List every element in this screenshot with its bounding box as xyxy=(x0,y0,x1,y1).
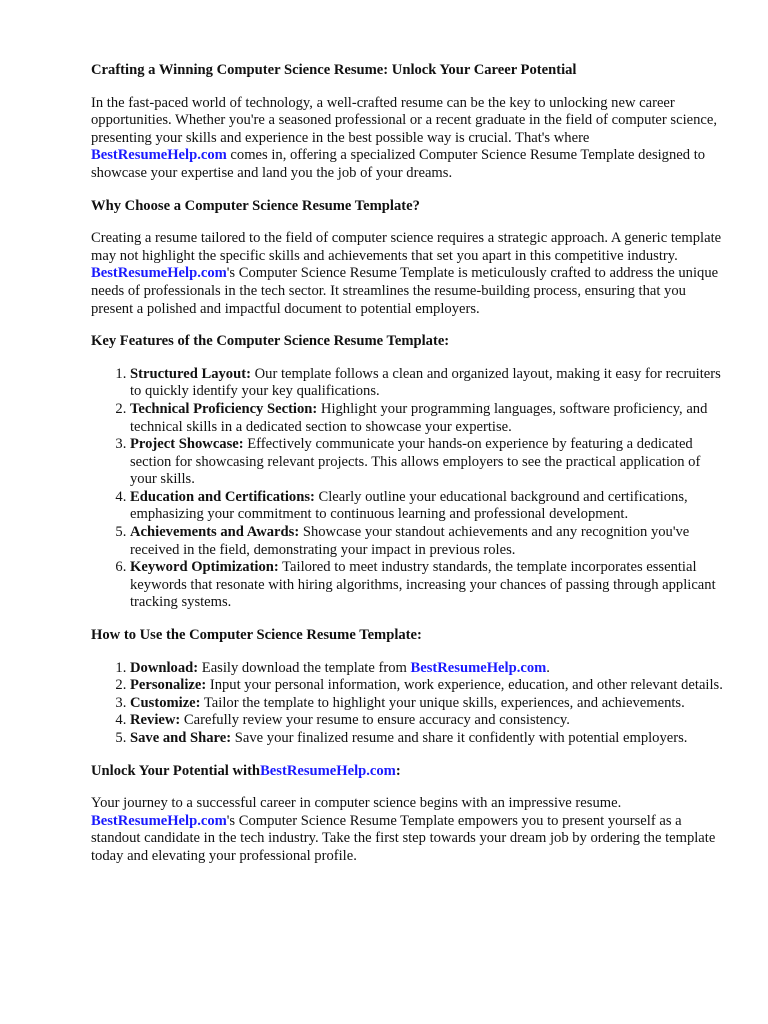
list-item-text: Tailor the template to highlight your unique skills, experiences, and achievements. xyxy=(200,694,685,711)
list-item-title: Download: xyxy=(130,659,199,676)
list-item xyxy=(130,730,728,748)
list-item-text: Input your personal information, work experience, education, and other relevant details. xyxy=(206,677,723,694)
list-item-text: Tailored to meet industry standards, the template incorporates essential keywords that resonate with hiring algorithms, increasing your chances of passing through applicant tracking systems. xyxy=(130,559,716,611)
list-item-title: Customize: xyxy=(130,694,201,711)
closing-text-after: 's Computer Science Resume Template empowers you to present yourself as a standout candidate in the tech industry. Take the first step towards your dream job by ordering the template today and elevating your professional profile. xyxy=(91,812,716,864)
list-item xyxy=(130,489,728,524)
list-item-text: Save your finalized resume and share it confidently with potential employers. xyxy=(231,730,688,746)
list-item-text: Highlight your programming languages, software proficiency, and technical skills in a dedicated section to showcase your expertise. xyxy=(130,400,708,435)
bestresumehelp-link[interactable]: BestResumeHelp.com xyxy=(91,812,227,829)
section-heading-key-features: Key Features of the Computer Science Resume Template: xyxy=(91,333,450,350)
intro-paragraph xyxy=(91,95,728,183)
list-item xyxy=(130,660,728,678)
page-title: Crafting a Winning Computer Science Resume: Unlock Your Career Potential xyxy=(91,62,577,78)
key-features-list xyxy=(91,366,728,612)
section-heading-unlock-potential xyxy=(91,763,728,781)
list-item xyxy=(130,366,728,401)
list-item-title: Technical Proficiency Section: xyxy=(130,400,318,417)
intro-text-before: In the fast-paced world of technology, a well-crafted resume can be the key to unlocking new career opportunities. Whether you're a seasoned professional or a recent graduate in the field of computer science, presenting your skills and experience in the best possible way is crucial. That's where xyxy=(91,94,718,146)
list-item-title: Project Showcase: xyxy=(130,436,244,453)
bestresumehelp-link[interactable]: BestResumeHelp.com xyxy=(91,147,227,164)
list-item-title: Achievements and Awards: xyxy=(130,524,300,541)
list-item-text: Showcase your standout achievements and any recognition you've received in the field, demonstrating your impact in previous roles. xyxy=(130,524,690,558)
bestresumehelp-link[interactable]: BestResumeHelp.com xyxy=(410,659,547,676)
list-item xyxy=(130,712,728,730)
list-item-title: Keyword Optimization: xyxy=(130,559,279,576)
list-item xyxy=(130,695,728,713)
list-item-text: Effectively communicate your hands-on experience by featuring a dedicated section for showcasing relevant projects. This allows employers to see the practical application of your skills. xyxy=(130,436,701,488)
list-item-title: Personalize: xyxy=(130,677,207,694)
heading-text-after: : xyxy=(395,762,401,779)
section-heading-why-choose: Why Choose a Computer Science Resume Template? xyxy=(91,197,420,214)
list-item-text: Easily download the template from xyxy=(198,659,411,676)
why-choose-text-after: 's Computer Science Resume Template is meticulously crafted to address the unique needs of professionals in the tech sector. It streamlines the resume-building process, ensuring that you present a polished and impactful document to potential employers. xyxy=(91,265,719,317)
list-item xyxy=(130,677,728,695)
list-item xyxy=(130,436,728,489)
why-choose-paragraph xyxy=(91,230,728,318)
list-item-title: Review: xyxy=(130,712,181,729)
list-item xyxy=(130,524,728,559)
intro-text-after: comes in, offering a specialized Computer Science Resume Template designed to showcase your expertise and land you the job of your dreams. xyxy=(91,147,706,181)
list-item-title: Save and Share: xyxy=(130,730,232,746)
heading-text-before: Unlock Your Potential with xyxy=(91,762,261,779)
list-item-title: Education and Certifications: xyxy=(130,488,315,505)
bestresumehelp-link[interactable]: BestResumeHelp.com xyxy=(260,762,396,779)
section-heading-how-to-use: How to Use the Computer Science Resume Template: xyxy=(91,627,422,644)
closing-paragraph xyxy=(91,795,728,865)
list-item xyxy=(130,401,728,436)
list-item-suffix: . xyxy=(546,659,550,676)
bestresumehelp-link[interactable]: BestResumeHelp.com xyxy=(91,265,227,282)
closing-text-before: Your journey to a successful career in computer science begins with an impressive resume. xyxy=(91,795,622,812)
list-item-text: Our template follows a clean and organized layout, making it easy for recruiters to quickly identify your key qualifications. xyxy=(130,365,721,400)
why-choose-text-before: Creating a resume tailored to the field of computer science requires a strategic approach. A generic template may not highlight the specific skills and achievements that set you apart in this competitive industry. xyxy=(91,230,722,264)
list-item-title: Structured Layout: xyxy=(130,365,251,382)
list-item-text: Clearly outline your educational background and certifications, emphasizing your commitment to continuous learning and professional development. xyxy=(130,488,688,523)
how-to-use-list xyxy=(91,660,728,748)
list-item xyxy=(130,559,728,612)
list-item-text: Carefully review your resume to ensure accuracy and consistency. xyxy=(180,712,570,729)
